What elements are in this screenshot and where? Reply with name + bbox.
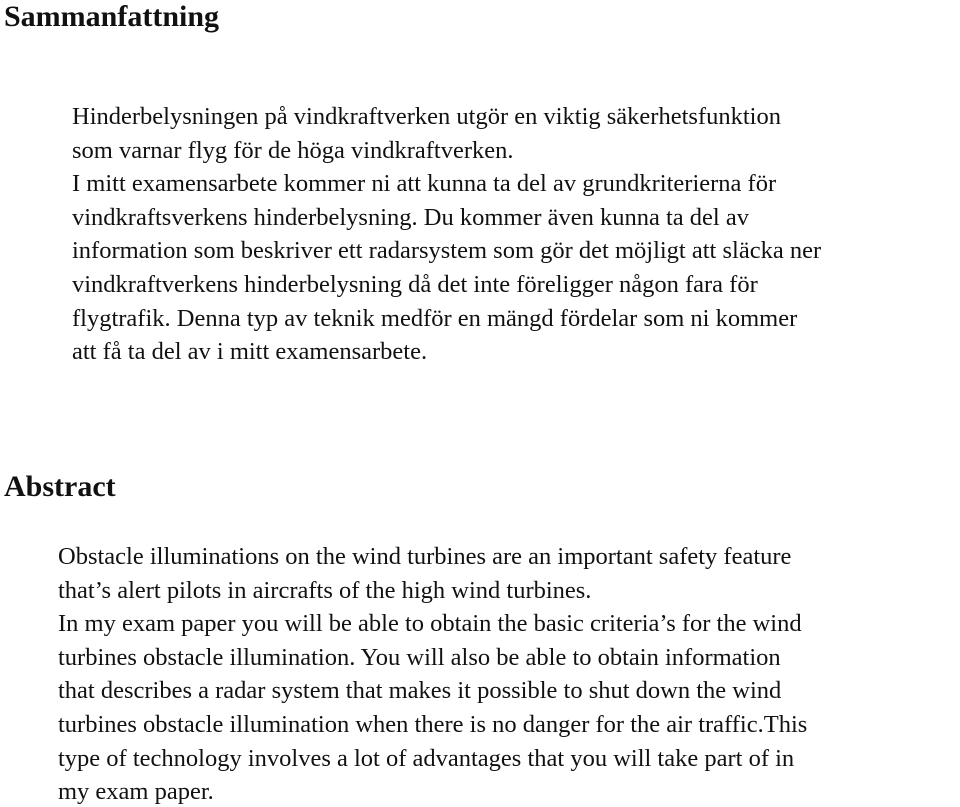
- heading-sammanfattning: Sammanfattning: [4, 0, 220, 33]
- text-line: I mitt examensarbete kommer ni att kunna ta del av grundkriterierna för: [72, 170, 777, 198]
- text-line: my exam paper.: [58, 778, 214, 806]
- english-abstract-paragraph: [58, 540, 807, 807]
- text-line: information som beskriver ett radarsystem som gör det möjligt att släcka ner: [72, 237, 822, 265]
- text-line: In my exam paper you will be able to obtain the basic criteria’s for the wind: [58, 610, 802, 638]
- text-line: turbines obstacle illumination when there is no danger for the air traffic.This: [58, 710, 808, 738]
- text-line: Obstacle illuminations on the wind turbines are an important safety feature: [58, 543, 792, 570]
- text-line: that’s alert pilots in aircrafts of the high wind turbines.: [58, 576, 592, 604]
- text-line: type of technology involves a lot of advantages that you will take part of in: [58, 744, 795, 772]
- text-line: som varnar flyg för de höga vindkraftverken.: [72, 136, 514, 164]
- text-line: flygtrafik. Denna typ av teknik medför en mängd fördelar som ni kommer: [72, 304, 798, 332]
- text-line: Hinderbelysningen på vindkraftverken utgör en viktig säkerhetsfunktion: [72, 103, 781, 130]
- text-line: vindkraftsverkens hinderbelysning. Du kommer även kunna ta del av: [72, 203, 749, 231]
- text-line: att få ta del av i mitt examensarbete.: [72, 338, 428, 366]
- text-line: that describes a radar system that makes it possible to shut down the wind: [58, 677, 782, 705]
- heading-abstract: Abstract: [4, 470, 116, 503]
- text-line: turbines obstacle illumination. You will also be able to obtain information: [58, 643, 781, 671]
- swedish-summary-paragraph: [72, 100, 821, 369]
- text-line: vindkraftverkens hinderbelysning då det inte föreligger någon fara för: [72, 270, 758, 298]
